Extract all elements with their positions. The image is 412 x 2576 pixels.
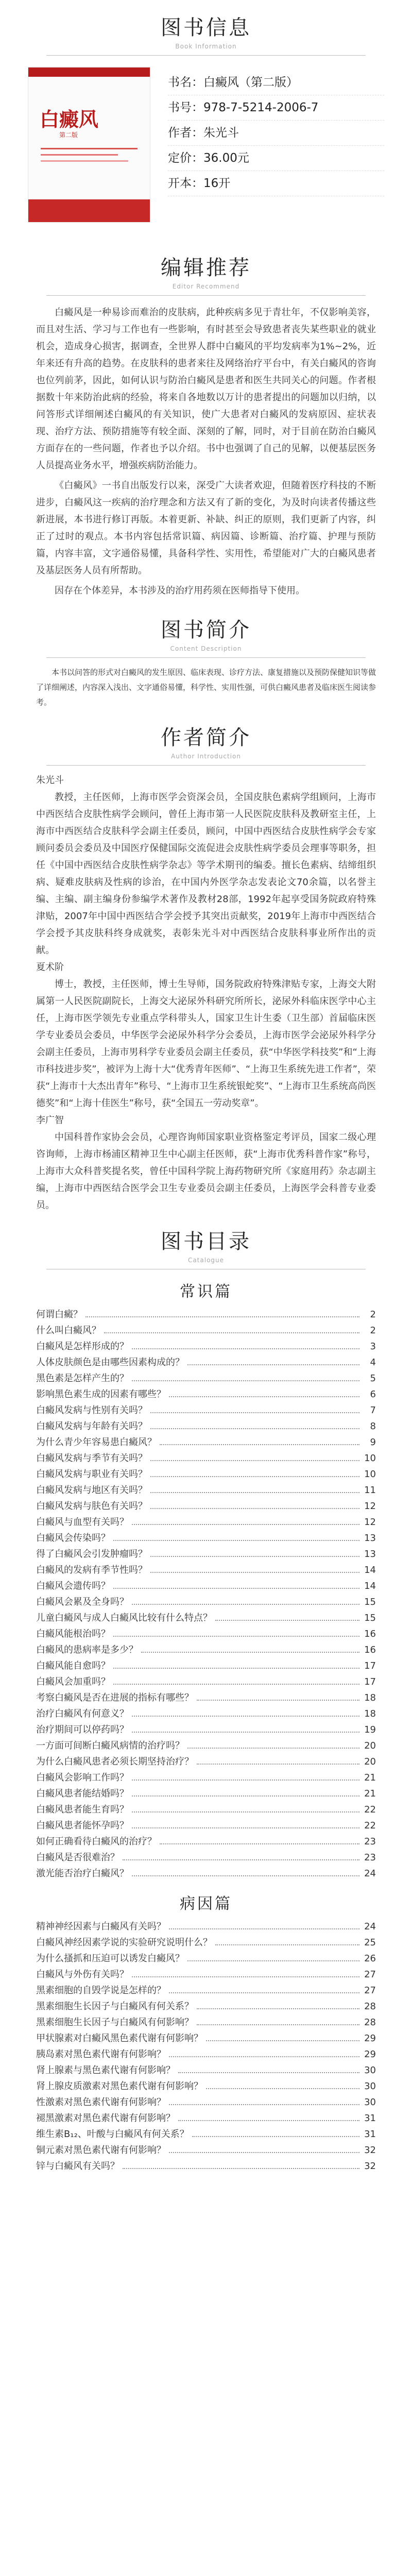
- toc-leader-dots: [178, 2063, 359, 2073]
- author-paragraph: 中国科普作家协会会员，心理咨询师国家职业资格鉴定考评员，国家二级心理咨询师，上海市杨浦区精神卫生中心副主任医师，获“上海市优秀科普作家”称号，上海市大众科普奖提名奖，曾任中国科学院上海药物研究所《家庭用药》杂志副主编，上海市中西医结合医学会卫生专业委员会副主任委员，上海医学会科普专业委员。: [36, 1132, 376, 1211]
- toc-page-number: 26: [364, 1953, 376, 1964]
- toc-entry-title: 白癜风发病与地区有关吗？: [36, 1485, 147, 1496]
- toc-entry-title: 胰岛素对黑色素代谢有何影响？: [36, 2049, 166, 2060]
- toc-entry-title: 性激素对黑色素代谢有何影响？: [36, 2097, 166, 2108]
- toc-leader-dots: [113, 1626, 359, 1637]
- cover-line: [41, 148, 138, 149]
- toc-page-number: 16: [364, 1629, 376, 1639]
- toc-leader-dots: [169, 1919, 359, 1929]
- toc-leader-dots: [160, 1834, 359, 1844]
- toc-leader-dots: [169, 2143, 359, 2153]
- toc-entry-title: 激光能否治疗白癜风？: [36, 1868, 129, 1879]
- toc-page-number: 23: [364, 1852, 376, 1863]
- toc-leader-dots: [169, 2047, 359, 2057]
- toc-entry[interactable]: [36, 1514, 376, 1530]
- toc-entry-title: 白癜风会累及全身吗？: [36, 1597, 129, 1607]
- toc-page-number: 15: [364, 1597, 376, 1607]
- toc-page-number: 20: [364, 1756, 376, 1767]
- field-author: 作者：朱光斗: [168, 121, 384, 146]
- toc-entry-title: 影响黑色素生成的因素有哪些？: [36, 1389, 166, 1400]
- toc-entry[interactable]: [36, 2158, 376, 2174]
- toc-entry[interactable]: [36, 1754, 376, 1770]
- toc-entry[interactable]: [36, 1802, 376, 1818]
- toc-page-number: 22: [364, 1804, 376, 1815]
- toc-leader-dots: [150, 1547, 359, 1557]
- toc-leader-dots: [113, 1531, 359, 1541]
- editor-rec-header: [0, 240, 412, 296]
- toc-entry[interactable]: [36, 1498, 376, 1514]
- author-subtitle: Author Introduction: [171, 753, 241, 760]
- paragraph: 白癜风是一种易诊而难治的皮肤病，此种疾病多见于青壮年，不仅影响美容，而且对生活、学习与工作也有一些影响，有时甚至会导致患者丧失某些职业的就业机会，造成身心损害，据调查，全世界人群中白癜风的平均发病率为1%~2%，近年来还有升高的趋势。在皮肤科的患者来往及网络治疗平台中，有关白癜风的咨询也位列前茅，因此，如何认识与防治白癜风是患者和医生共同关心的问题。作者根据数十年来防治此病的经验，将来自各地数以万计的患者提出的问题加以归纳，以问答形式详细阐述白癜风的有关知识，使广大患者对白癜风的发病原因、症状表现、治疗方法、预防措施等有较全面、深刻的了解，同时，对于目前在防治白癜风方面存在的一些问题，作者也予以介绍。书中也强调了自己的见解，以便基层医务人员提高业务水平，增强疾病防治能力。: [36, 307, 376, 471]
- author-paragraph: 博士，教授，主任医师，博士生导师，国务院政府特殊津贴专家，上海交大附属第一人民医院副院长，上海交大泌尿外科研究所所长，泌尿外科临床医学中心主任，上海市医学领先专业重点学科带头人，国家卫生计生委（卫生部）首届临床医学专业委员会委员，中华医学会泌尿外科学分会委员，上海市医学会泌尿外科学分会副主任委员，上海市男科学专业委员会副主任委员，获“中华医学科技奖”和“上海市科技进步奖”，被评为上海十大“优秀青年医师”、“上海卫生系统先进工作者”，荣获“上海市十大杰出青年”称号、“上海市卫生系统银蛇奖”、“上海市卫生系统高尚医德奖”和“上海十佳医生”称号，获“全国五一劳动奖章”。: [36, 979, 376, 1109]
- toc-leader-dots: [113, 1674, 359, 1685]
- toc-entry-title: 白癜风的发病有季节性吗？: [36, 1565, 147, 1575]
- toc-entry-title: 什么叫白癜风？: [36, 1325, 101, 1336]
- toc-entry-title: 何谓白癜？: [36, 1309, 82, 1320]
- toc-entry-title: 治疗期间可以停药吗？: [36, 1724, 129, 1735]
- field-price: 定价：36.00元: [168, 146, 384, 171]
- toc-page-number: 29: [364, 2033, 376, 2044]
- toc-entry[interactable]: [36, 1658, 376, 1674]
- book-info-subtitle: Book Information: [175, 43, 237, 50]
- toc-leader-dots: [197, 1754, 359, 1765]
- author-paragraph: 教授，主任医师，上海市医学会资深会员，全国皮肤色素病学组顾问，上海市中西医结合皮肤性病学会顾问，曾任上海市第一人民医院皮肤科及教研室主任，上海市中西医结合皮肤科学会副主任委员，顾问，中国中西医结合皮肤性病学会专家顾问委员会委员及中国医疗保健国际交流促进会皮肤性病学委员会理事等职务，担任《中国中西医结合皮肤性病学杂志》等学术期刊的编委。擅长色素病、结缔组织病、疑难皮肤病及性病的诊治，在中国内外医学杂志发表论文70余篇，以名誉主编、主编、副主编身份参编学术著作及教材28部，1992年起享受国务院政府特殊津贴，2007年中国中西医结合学会授予其突出贡献奖，2019年上海市中西医结合学会授予其皮肤科终身成就奖，表彰朱光斗对中西医结合皮肤科事业所作出的贡献。: [36, 792, 376, 956]
- toc-entry[interactable]: [36, 1690, 376, 1706]
- cover-line: [41, 160, 128, 162]
- toc-entry[interactable]: [36, 1866, 376, 1882]
- toc-leader-dots: [150, 1403, 359, 1413]
- toc-entry[interactable]: [36, 1434, 376, 1450]
- toc-entry-title: 为什么搔抓和压迫可以诱发白癜风？: [36, 1953, 184, 1964]
- toc-entry-title: 一方面可间断白癜风病情的治疗吗？: [36, 1740, 184, 1751]
- toc-entry-title: 白癜风是怎样形成的？: [36, 1341, 129, 1352]
- toc-entry-title: 白癜风会影响工作吗？: [36, 1772, 129, 1783]
- toc-leader-dots: [132, 1595, 359, 1605]
- toc-entry[interactable]: [36, 1998, 376, 2014]
- book-info-header: [0, 0, 412, 56]
- toc-entry-title: 精神神经因素与白癜风有关吗？: [36, 1921, 166, 1932]
- toc-page-number: 17: [364, 1676, 376, 1687]
- toc-page-number: 20: [364, 1740, 376, 1751]
- toc-page-number: 12: [364, 1517, 376, 1528]
- toc-entry[interactable]: [36, 1738, 376, 1754]
- toc-entry[interactable]: [36, 1722, 376, 1738]
- toc-entry-title: 白癜风神经因素学说的实验研究说明什么？: [36, 1937, 212, 1948]
- toc-entry-title: 甲状腺素对白癜风黑色素代谢有何影响？: [36, 2033, 203, 2044]
- toc-page-number: 16: [364, 1645, 376, 1655]
- cover-top-band: [28, 67, 150, 77]
- toc-page-number: 18: [364, 1692, 376, 1703]
- toc-page-number: 8: [370, 1421, 376, 1432]
- toc-page-number: 27: [364, 1985, 376, 1996]
- toc-entry[interactable]: [36, 2046, 376, 2062]
- toc-entry-title: 黑素细胞的自毁学说是怎样的？: [36, 1985, 166, 1996]
- toc-page-number: 7: [370, 1405, 376, 1416]
- toc-entry[interactable]: [36, 1834, 376, 1850]
- toc-entry[interactable]: [36, 1323, 376, 1338]
- toc-leader-dots: [197, 1999, 359, 2009]
- toc-page-number: 18: [364, 1708, 376, 1719]
- toc-leader-dots: [150, 1483, 359, 1493]
- toc-entry[interactable]: [36, 1706, 376, 1722]
- toc-leader-dots: [206, 2031, 359, 2041]
- toc-leader-dots: [150, 1419, 359, 1429]
- toc-entry[interactable]: [36, 1982, 376, 1998]
- toc-subtitle: Catalogue: [187, 1257, 225, 1264]
- editor-rec-subtitle: Editor Recommend: [172, 283, 240, 290]
- toc-part-title: 病因篇: [180, 1895, 232, 1913]
- toc-page-number: 31: [364, 2113, 376, 2124]
- toc-leader-dots: [132, 1371, 359, 1381]
- toc-entry-title: 考察白癜风是否在进展的指标有哪些？: [36, 1692, 194, 1703]
- toc-page-number: 11: [364, 1485, 376, 1496]
- book-info-fields: [168, 70, 384, 240]
- toc-entry-title: 白癜风会加重吗？: [36, 1676, 110, 1687]
- toc-page-number: 4: [370, 1357, 376, 1368]
- toc-entry-title: 儿童白癜风与成人白癜风比较有什么特点？: [36, 1613, 212, 1623]
- toc-entry[interactable]: [36, 1546, 376, 1562]
- cover-edition: 第二版: [59, 131, 78, 139]
- toc-entry[interactable]: [36, 1850, 376, 1866]
- toc-entry[interactable]: [36, 2110, 376, 2126]
- toc-entry[interactable]: [36, 1610, 376, 1626]
- toc-leader-dots: [132, 1515, 359, 1525]
- cover-title: 白癜风: [40, 108, 99, 131]
- toc-entry[interactable]: [36, 2078, 376, 2094]
- toc-page-number: 15: [364, 1613, 376, 1623]
- toc-leader-dots: [197, 1690, 359, 1701]
- toc-page-number: 12: [364, 1501, 376, 1512]
- toc-leader-dots: [132, 1706, 359, 1717]
- toc-leader-dots: [150, 1563, 359, 1573]
- toc-leader-dots: [150, 1467, 359, 1477]
- toc-page-number: 28: [364, 2017, 376, 2028]
- toc-leader-dots: [132, 1818, 359, 1828]
- toc-entry[interactable]: [36, 1450, 376, 1466]
- toc-leader-dots: [187, 1951, 359, 1961]
- toc-leader-dots: [178, 2111, 359, 2121]
- toc-entry-title: 褪黑激素对黑色素代谢有何影响？: [36, 2113, 175, 2124]
- toc-page-number: 27: [364, 1969, 376, 1980]
- toc-page-number: 30: [364, 2065, 376, 2076]
- toc-page-number: 2: [370, 1325, 376, 1336]
- toc-page-number: 21: [364, 1788, 376, 1799]
- toc-leader-dots: [215, 1935, 359, 1945]
- toc-leader-dots: [132, 1802, 359, 1812]
- toc-entry-title: 如何正确看待白癜风的治疗？: [36, 1836, 157, 1847]
- toc-entry[interactable]: [36, 2126, 376, 2142]
- toc-entry[interactable]: [36, 1418, 376, 1434]
- toc-entry[interactable]: [36, 1466, 376, 1482]
- toc-page-number: 2: [370, 1309, 376, 1320]
- toc-leader-dots: [123, 2159, 359, 2169]
- toc-entry[interactable]: [36, 2030, 376, 2046]
- paragraph: 《白癜风》一书自出版发行以来，深受广大读者欢迎，但随着医疗科技的不断进步，白癜风这一疾病的治疗理念和方法又有了新的变化，为及时向读者传播这些新进展，本书进行修订再版。本着更新、补缺、纠正的原则，我们更新了内容，纠正了过时的观点。本书内容包括常识篇、病因篇、诊断篇、治疗篇、护理与预防篇，内容丰富，文字通俗易懂，具备科学性、实用性，希望能对广大的白癜风患者及基层医务人员有所帮助。: [36, 480, 376, 576]
- toc-entry[interactable]: [36, 1386, 376, 1402]
- toc-entry[interactable]: [36, 1594, 376, 1610]
- toc-page-number: 23: [364, 1836, 376, 1847]
- toc-entry-title: 白癜风是否很难治？: [36, 1852, 119, 1863]
- paragraph: 因存在个体差异，本书涉及的治疗用药须在医师指导下使用。: [55, 585, 305, 596]
- toc-entry-title: 人体皮肤颜色是由哪些因素构成的？: [36, 1357, 184, 1368]
- author-header: [0, 710, 412, 766]
- toc-entry[interactable]: [36, 1530, 376, 1546]
- toc-entry-title: 白癜风发病与性别有关吗？: [36, 1405, 147, 1416]
- toc-page-number: 13: [364, 1533, 376, 1544]
- toc-entry-title: 肾上腺皮质激素对黑色素代谢有何影响？: [36, 2081, 203, 2092]
- toc-entry-title: 白癜风与血型有关吗？: [36, 1517, 129, 1528]
- toc-entry-title: 为什么白癜风患者必须长期坚持治疗？: [36, 1756, 194, 1767]
- toc-page-number: 24: [364, 1868, 376, 1879]
- toc-entry[interactable]: [36, 1482, 376, 1498]
- toc-leader-dots: [150, 1451, 359, 1461]
- toc-entry[interactable]: [36, 1770, 376, 1786]
- toc-entry[interactable]: [36, 1642, 376, 1658]
- toc-entry-title: 白癜风患者能结婚吗？: [36, 1788, 129, 1799]
- toc-entry-title: 维生素B₁₂、叶酸与白癜风有何关系？: [36, 2129, 189, 2140]
- toc-entry-title: 白癜风患者能生育吗？: [36, 1804, 129, 1815]
- toc-header: [0, 1214, 412, 1269]
- cover-line: [41, 154, 118, 156]
- toc-entry-title: 铜元素对黑色素代谢有何影响？: [36, 2145, 166, 2156]
- toc-entry-title: 白癜风会遗传吗？: [36, 1581, 110, 1591]
- toc-entry[interactable]: [36, 1402, 376, 1418]
- toc-entry-title: 白癜风发病与季节有关吗？: [36, 1453, 147, 1464]
- toc-leader-dots: [169, 2095, 359, 2105]
- toc-entry[interactable]: [36, 1578, 376, 1594]
- toc-entry-title: 为什么青少年容易患白癜风？: [36, 1437, 157, 1448]
- toc-leader-dots: [197, 2015, 359, 2025]
- toc-entry-title: 白癜风发病与职业有关吗？: [36, 1469, 147, 1480]
- toc-entry-title: 白癜风与外伤有关吗？: [36, 1969, 129, 1980]
- author-body: [0, 766, 412, 1214]
- toc-leader-dots: [206, 2079, 359, 2089]
- paragraph: 本书以问答的形式对白癜风的发生原因、临床表现、诊疗方法、康复措施以及预防保健知识等做了详细阐述，内容深入浅出、文字通俗易懂，科学性、实用性强，可供白癜风患者及临床医生阅读参考。: [36, 668, 376, 707]
- toc-leader-dots: [215, 1611, 359, 1621]
- toc-leader-dots: [123, 1850, 359, 1860]
- toc-entry[interactable]: [36, 1919, 376, 1935]
- toc-page-number: 25: [364, 1937, 376, 1948]
- brief-body: [0, 658, 412, 710]
- toc-page-number: 13: [364, 1549, 376, 1560]
- toc-entry[interactable]: [36, 1626, 376, 1642]
- toc-page-number: 21: [364, 1772, 376, 1783]
- toc-title: 图书目录: [161, 1230, 251, 1253]
- toc-entry[interactable]: [36, 1951, 376, 1967]
- toc-leader-dots: [85, 1307, 359, 1317]
- toc-entry-title: 黑素细胞生长因子与白癜风有何关系？: [36, 2001, 194, 2012]
- toc-entry-title: 白癜风会传染吗？: [36, 1533, 110, 1544]
- brief-title: 图书简介: [161, 618, 251, 642]
- cover-bottom-band: [28, 199, 150, 222]
- toc-page-number: 9: [370, 1437, 376, 1448]
- toc-leader-dots: [169, 1983, 359, 1993]
- toc-page-number: 14: [364, 1581, 376, 1591]
- toc-entry-title: 黑色素是怎样产生的？: [36, 1373, 129, 1384]
- toc-page-number: 32: [364, 2161, 376, 2172]
- toc-leader-dots: [132, 1722, 359, 1733]
- field-format: 开本：16开: [168, 171, 384, 196]
- author-name: 夏术阶: [36, 962, 64, 973]
- toc-entry[interactable]: [36, 2142, 376, 2158]
- toc-entry-title: 黑素细胞生长因子与白癜风有何影响？: [36, 2017, 194, 2028]
- toc-page-number: 14: [364, 1565, 376, 1575]
- brief-header: [0, 602, 412, 658]
- toc-entry[interactable]: [36, 2094, 376, 2110]
- toc-entry[interactable]: [36, 1786, 376, 1802]
- toc-entry-title: 白癜风患者能怀孕吗？: [36, 1820, 129, 1831]
- toc-entry-title: 白癜风发病与肤色有关吗？: [36, 1501, 147, 1512]
- toc-leader-dots: [104, 1323, 359, 1333]
- toc-leader-dots: [160, 1435, 359, 1445]
- toc-entry-title: 白癜风发病与年龄有关吗？: [36, 1421, 147, 1432]
- toc-entry[interactable]: [36, 2014, 376, 2030]
- toc-leader-dots: [132, 1339, 359, 1349]
- toc-leader-dots: [150, 1499, 359, 1509]
- toc-entry[interactable]: [36, 1674, 376, 1690]
- toc-entry[interactable]: [36, 1370, 376, 1386]
- editor-rec-body: [0, 296, 412, 599]
- author-name: 朱光斗: [36, 775, 64, 786]
- toc-page-number: 31: [364, 2129, 376, 2140]
- table-of-contents: [0, 1279, 412, 2174]
- toc-entry-title: 白癜风的患病率是多少？: [36, 1645, 138, 1655]
- toc-page-number: 28: [364, 2001, 376, 2012]
- author-name: 李广智: [36, 1115, 64, 1126]
- toc-entry[interactable]: [36, 1562, 376, 1578]
- toc-entry[interactable]: [36, 1354, 376, 1370]
- book-info-title: 图书信息: [161, 16, 251, 40]
- toc-page-number: 30: [364, 2081, 376, 2092]
- toc-entry[interactable]: [36, 1967, 376, 1982]
- toc-leader-dots: [187, 1738, 359, 1749]
- brief-subtitle: Content Description: [170, 645, 242, 652]
- toc-leader-dots: [192, 2127, 359, 2137]
- toc-entry-title: 白癜风能自愈吗？: [36, 1660, 110, 1671]
- toc-entry[interactable]: [36, 1307, 376, 1323]
- book-info-section: [0, 56, 412, 240]
- toc-entry[interactable]: [36, 1338, 376, 1354]
- toc-page-number: 19: [364, 1724, 376, 1735]
- toc-leader-dots: [141, 1642, 359, 1653]
- toc-leader-dots: [132, 1770, 359, 1781]
- toc-part-title: 常识篇: [180, 1283, 232, 1301]
- editor-rec-title: 编辑推荐: [161, 256, 251, 280]
- toc-entry-title: 锌与白癜风有关吗？: [36, 2161, 119, 2172]
- toc-page-number: 17: [364, 1660, 376, 1671]
- toc-page-number: 10: [364, 1453, 376, 1464]
- toc-page-number: 30: [364, 2097, 376, 2108]
- toc-entry-title: 得了白癜风会引发肿瘤吗？: [36, 1549, 147, 1560]
- toc-leader-dots: [169, 1387, 359, 1397]
- field-title: 书名：白癜风（第二版）: [168, 70, 384, 95]
- toc-page-number: 3: [370, 1341, 376, 1352]
- toc-leader-dots: [132, 1786, 359, 1797]
- toc-entry[interactable]: [36, 2062, 376, 2078]
- toc-entry[interactable]: [36, 1935, 376, 1951]
- toc-page-number: 24: [364, 1921, 376, 1932]
- toc-entry[interactable]: [36, 1818, 376, 1834]
- toc-page-number: 6: [370, 1389, 376, 1400]
- toc-entry-title: 治疗白癜风有何意义？: [36, 1708, 129, 1719]
- toc-leader-dots: [113, 1658, 359, 1669]
- toc-leader-dots: [132, 1967, 359, 1977]
- toc-page-number: 5: [370, 1373, 376, 1384]
- toc-page-number: 22: [364, 1820, 376, 1831]
- book-cover-image: [28, 67, 150, 223]
- toc-page-number: 29: [364, 2049, 376, 2060]
- toc-leader-dots: [187, 1355, 359, 1365]
- toc-page-number: 10: [364, 1469, 376, 1480]
- toc-page-number: 32: [364, 2145, 376, 2156]
- toc-leader-dots: [113, 1579, 359, 1589]
- field-isbn: 书号：978-7-5214-2006-7: [168, 95, 384, 121]
- toc-entry-title: 白癜风能根治吗？: [36, 1629, 110, 1639]
- author-title: 作者简介: [161, 726, 251, 750]
- toc-leader-dots: [132, 1866, 359, 1876]
- toc-entry-title: 肾上腺素与黑色素代谢有何影响？: [36, 2065, 175, 2076]
